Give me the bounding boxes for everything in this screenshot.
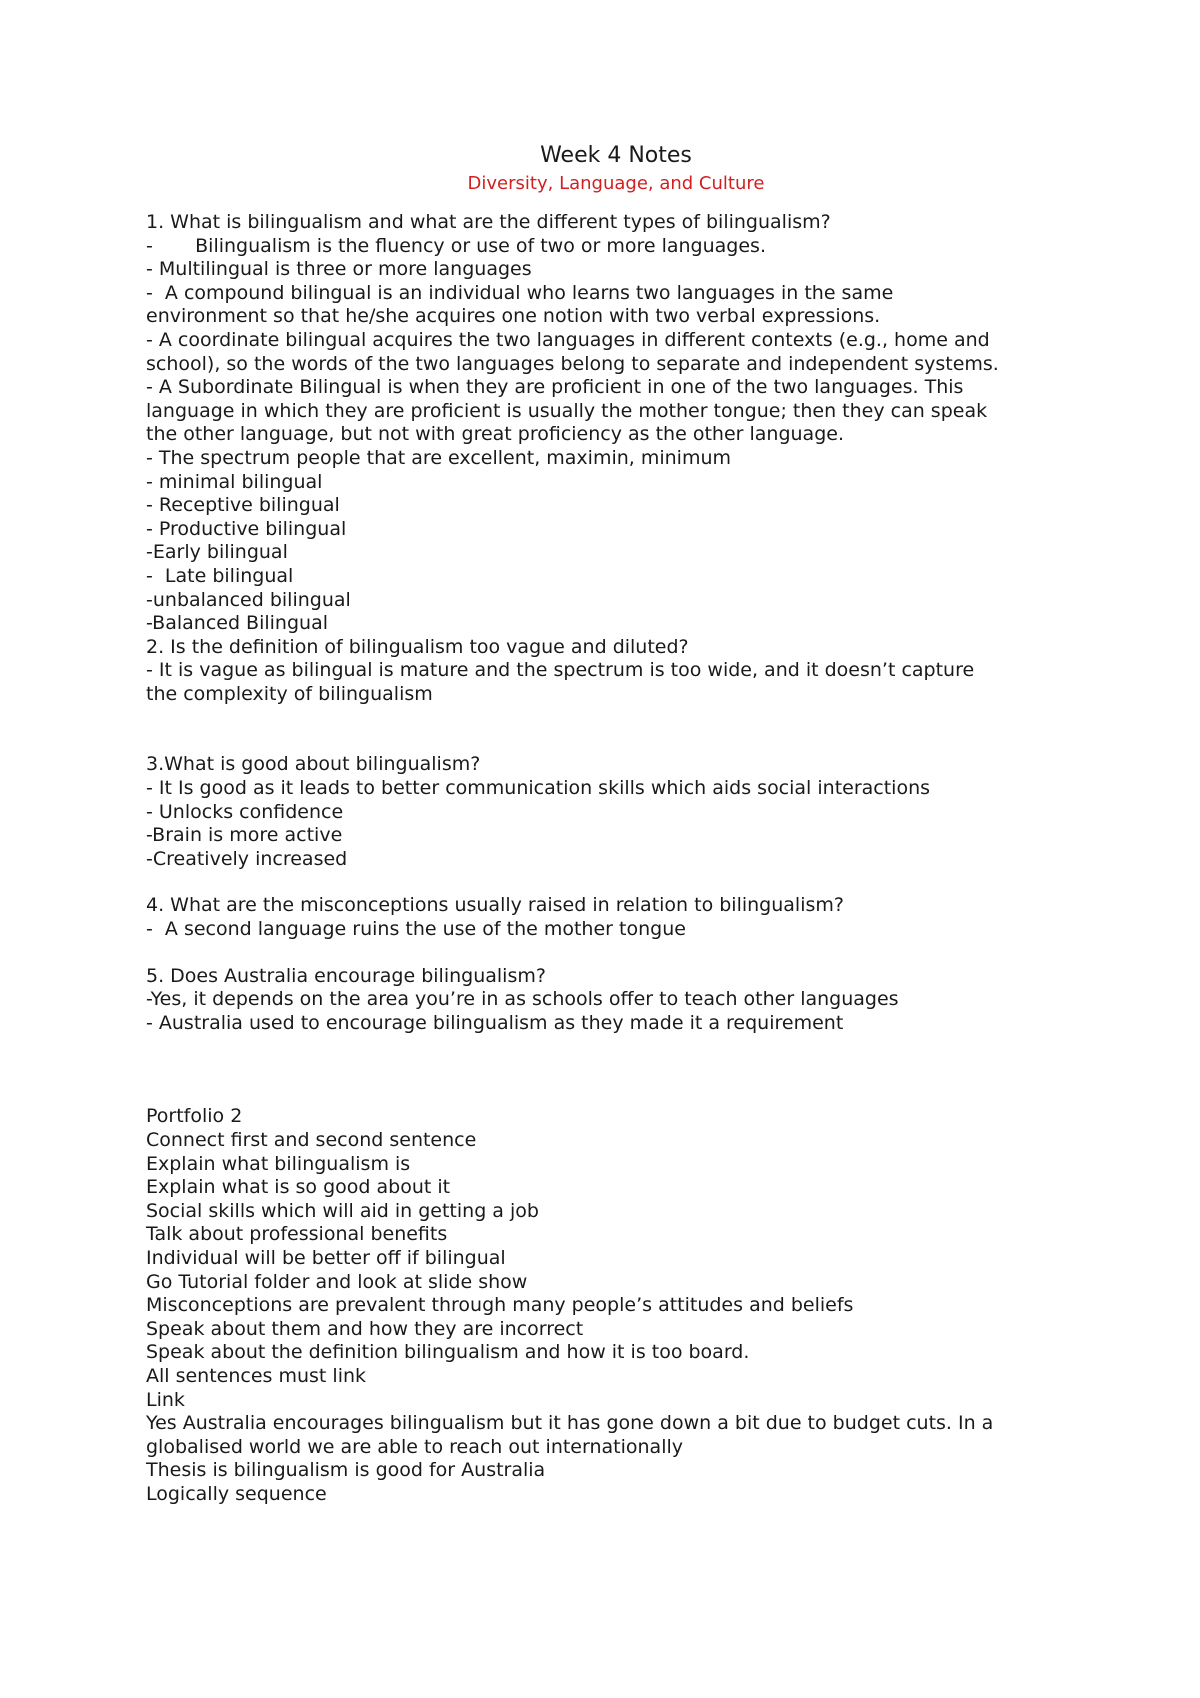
section-question-3 xyxy=(146,753,1086,871)
text-line: - Productive bilingual xyxy=(146,517,347,540)
text-line: -Brain is more active xyxy=(146,824,343,847)
text-line: Link xyxy=(146,1388,185,1411)
section-question-4 xyxy=(146,894,1086,941)
document-page xyxy=(146,141,1086,1507)
text-line: - Bilingualism is the fluency or use of two or more languages. xyxy=(146,234,766,257)
text-line: - Unlocks confidence xyxy=(146,800,344,823)
document-subtitle: Diversity, Language, and Culture xyxy=(467,173,765,194)
text-line: Go Tutorial folder and look at slide show xyxy=(146,1270,528,1293)
text-line: Social skills which will aid in getting a job xyxy=(146,1199,539,1222)
text-line: - Australia used to encourage bilingualism as they made it a requirement xyxy=(146,1011,844,1034)
text-line: Speak about the definition bilingualism and how it is too board. xyxy=(146,1341,750,1364)
spacer xyxy=(146,871,1086,894)
text-line: All sentences must link xyxy=(146,1364,367,1387)
text-line: Misconceptions are prevalent through many people’s attitudes and beliefs xyxy=(146,1294,854,1317)
section-portfolio-2 xyxy=(146,1105,1086,1506)
text-line: -unbalanced bilingual xyxy=(146,588,351,611)
text-line: Talk about professional benefits xyxy=(146,1223,448,1246)
text-line: -Creatively increased xyxy=(146,847,348,870)
text-line: - Multilingual is three or more languages xyxy=(146,258,532,281)
text-line: 5. Does Australia encourage bilingualism? xyxy=(146,964,546,987)
text-line: 3.What is good about bilingualism? xyxy=(146,753,481,776)
text-line: environment so that he/she acquires one notion with two verbal expressions. xyxy=(146,305,881,328)
text-line: - It is vague as bilingual is mature and the spectrum is too wide, and it doesn’t capture xyxy=(146,659,975,682)
text-line: Individual will be better off if bilingual xyxy=(146,1246,506,1269)
text-line: - A compound bilingual is an individual who learns two languages in the same xyxy=(146,281,894,304)
text-line: Yes Australia encourages bilingualism but it has gone down a bit due to budget cuts. In a xyxy=(146,1412,994,1435)
text-line: 4. What are the misconceptions usually raised in relation to bilingualism? xyxy=(146,894,844,917)
text-line: Speak about them and how they are incorrect xyxy=(146,1317,584,1340)
spacer xyxy=(146,1035,1086,1105)
text-line: the complexity of bilingualism xyxy=(146,682,433,705)
section-question-5 xyxy=(146,965,1086,1036)
text-line: school), so the words of the two languages belong to separate and independent systems. xyxy=(146,352,999,375)
text-line: - Receptive bilingual xyxy=(146,494,340,517)
text-line: -Early bilingual xyxy=(146,541,288,564)
text-line: - A Subordinate Bilingual is when they are proficient in one of the two languages. This xyxy=(146,376,964,399)
text-line: Logically sequence xyxy=(146,1482,327,1505)
text-line: - Late bilingual xyxy=(146,564,294,587)
text-line: Explain what is so good about it xyxy=(146,1176,451,1199)
text-line: the other language, but not with great proficiency as the other language. xyxy=(146,423,844,446)
spacer xyxy=(146,942,1086,965)
text-line: - It Is good as it leads to better communication skills which aids social interactions xyxy=(146,777,931,800)
text-line: Explain what bilingualism is xyxy=(146,1152,411,1175)
text-line: globalised world we are able to reach out internationally xyxy=(146,1435,684,1458)
text-line: - minimal bilingual xyxy=(146,470,323,493)
text-line: Connect first and second sentence xyxy=(146,1129,477,1151)
document-title: Week 4 Notes xyxy=(540,143,692,168)
text-line: language in which they are proficient is usually the mother tongue; then they can speak xyxy=(146,399,988,422)
text-line: -Yes, it depends on the area you’re in as schools offer to teach other languages xyxy=(146,988,899,1011)
text-line: Thesis is bilingualism is good for Australia xyxy=(146,1459,546,1482)
text-line: 2. Is the definition of bilingualism too vague and diluted? xyxy=(146,635,689,658)
section-question-1-2 xyxy=(146,211,1086,706)
text-line: - The spectrum people that are excellent, maximin, minimum xyxy=(146,446,732,469)
text-line: -Balanced Bilingual xyxy=(146,612,328,635)
spacer xyxy=(146,706,1086,753)
text-line: Portfolio 2 xyxy=(146,1105,243,1128)
text-line: - A second language ruins the use of the mother tongue xyxy=(146,918,686,941)
text-line: - A coordinate bilingual acquires the two languages in different contexts (e.g., home and xyxy=(146,328,990,351)
text-line: 1. What is bilingualism and what are the different types of bilingualism? xyxy=(146,211,831,233)
